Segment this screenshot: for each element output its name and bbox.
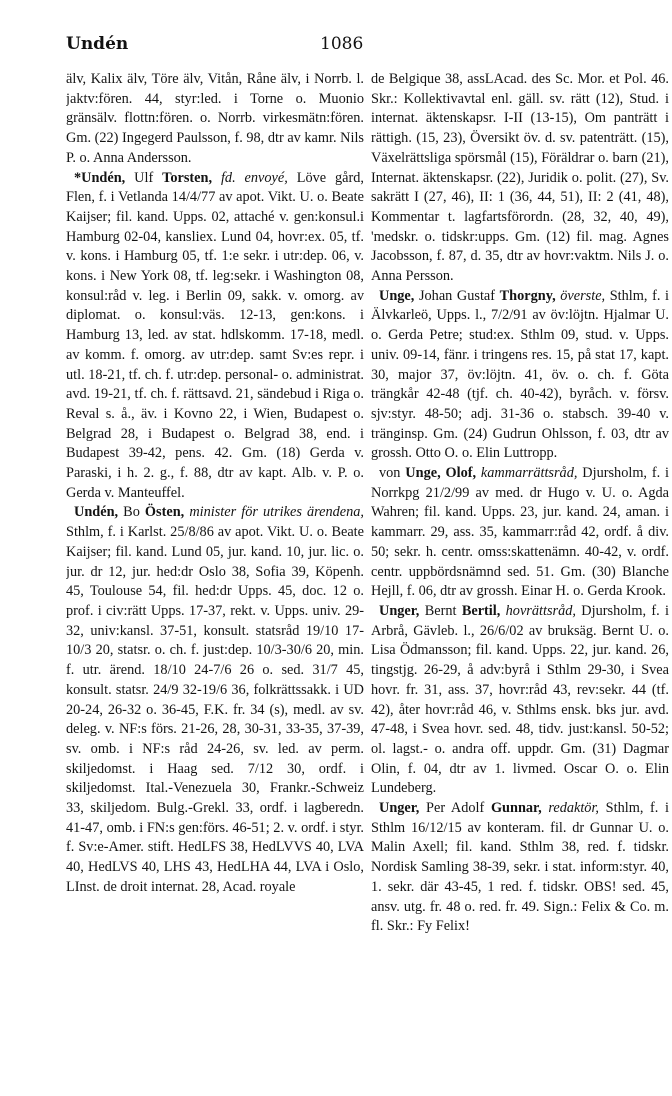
entry-given-names: Bo — [118, 504, 145, 521]
entry-given-names: Bernt — [419, 602, 462, 619]
entry-surname: Unger, — [379, 602, 420, 619]
entry-given-names: Johan Gustaf — [414, 287, 500, 304]
entry-call-name: Torsten, — [162, 169, 213, 186]
biography-entry — [66, 503, 364, 897]
entry-text: Djursholm, f. i Norrkpg 21/2/99 av med. dr Hugo v. U. o. Agda Wahren; fil. kand. Upps. 23, jur. kand. 24, aman. i kammarr. 29, ass. 35, kammarr:råd 42, ordf. å div. 50; sekr. h. centr. omss:skattenämn. 40-42, v. ordf. centr. uppbördsnämnd sed. 51. Gm. (30) Blanche Hejll, f. 06, dtr av grossh. Einar H. o. Gerda Krook. — [371, 465, 669, 600]
page-number: 1086 — [320, 34, 364, 54]
entry-call-name: Olof, — [445, 465, 477, 482]
running-header-name: Undén — [66, 34, 129, 54]
biography-entry — [371, 70, 669, 287]
entry-text: Sthlm, f. i Karlst. 25/8/86 av apot. Vikt. U. o. Beate Kaijser; fil. kand. Lund 05, jur. kand. 10, jur. lic. o. jur. dr 12, jur. hed:dr Oslo 38, Sofia 39, Köpenh. 45, Toulouse 54, fil. hed:dr Upps. 45, doc. 12 o. prof. i civ:rätt Upps. 17-37, rekt. v. Upps. univ. 29-32, univ:kansl. 37-51, konsult. statsråd 19/10 17-10/3 20, statsr. o. ch. f. just:dep. 10/3-30/6 20, min. f. utr. ärend. 18/10 24-7/6 26 o. sed. 31/7 45, konsult. statsr. 24/9 32-19/6 36, folkrättssakk. i UD 20-24, 26-32 o. 36-45, F.K. fr. 34 (s), medl. av sv. deleg. v. NF:s förs. 21-26, 28, 30-31, 33-35, 37-39, sv. omb. i NF:s råd 24-26, sv. led. av perm. skiljedomst. i Haag sed. 7/12 30, ordf. i skiljedomst. Ital.-Venezuela 30, Frankr.-Schweiz 33, skiljedom. Bulg.-Grekl. 33, ordf. i lagberedn. 41-47, omb. i FN:s gen:förs. 46-51; 2. v. ordf. i styr. f. Sv:e-Amer. stift. HedLFS 38, HedLVVS 40, LVA 40, HedLVS 40, LHS 43, HedLHA 44, LVA i Oslo, LInst. de droit internat. 28, Acad. royale — [66, 524, 364, 895]
biography-entry — [66, 169, 364, 504]
entry-text: Löve gård, Flen, f. i Vetlanda 14/4/77 av apot. Vikt. U. o. Beate Kaijser; fil. kand. Upps. 02, attaché v. gen:konsul.i Hamburg 02-04, kansliex. Lund 04, hovr:ex. 05, tf. v. kons. i Hamburg 05, tf. 1:e sekr. i utr:dep. 06, v. kons. i New York 08, tf. leg:sekr. i Washington 08, konsul:råd v. leg. i Berlin 09, sakk. v. omorg. av diplomat. o. konsul:väs. 12-13, gen:kons. i Hamburg 13, led. av stat. hdlskomm. 17-18, medl. av komm. f. omorg. av utr:dep. samt Sv:es repr. i utl. 18-21, tf. ch. f. utr:dep. personal- o. administrat. avd. 19-21, tf. ch. f. rättsavd. 21, sändebud i Riga o. Reval s. å., äv. i Kovno 22, i Wien, Budapest o. Belgrad 28, i Budapest o. Belgrad 38, end. i Budapest 39-42, pens. 42. Gm. (18) Gerda v. Paraski, i h. 2. g., f. 88, dtr av kapt. Alb. v. P. o. Gerda v. Manteuffel. — [66, 169, 364, 501]
biography-entry — [371, 799, 669, 937]
biography-entry — [371, 287, 669, 464]
entry-surname: Unge, — [405, 465, 441, 482]
entry-title: överste, — [560, 287, 606, 304]
biography-entry — [371, 602, 669, 799]
entry-title: minister för utrikes ärendena, — [189, 504, 364, 521]
biography-entry — [371, 464, 669, 602]
entry-surname: Unger, — [379, 800, 420, 817]
entry-surname: Undén, — [74, 504, 119, 521]
entry-text: Sthlm, f. i Sthlm 16/12/15 av konteram. fil. dr Gunnar U. o. Malin Axell; fil. kand. Sthlm 38, red. f. tidskr. Nordisk Samling 38-39, sekr. i stat. inform:styr. 40, 1. sekr. där 43-45, 1 red. f. tidskr. OBS! sed. 45, ansv. utg. fr. 48 o. red. fr. 49. Sign.: Felix & Co. m. fl. Skr.: Fy Felix! — [371, 800, 669, 935]
left-column — [66, 70, 364, 1080]
entry-call-name: Östen, — [144, 504, 185, 521]
entry-title: hovrättsråd, — [505, 602, 576, 619]
entry-title: kammarrättsråd, — [480, 465, 578, 482]
entry-given-names: Per Adolf — [419, 800, 491, 817]
entry-surname: Unge, — [379, 287, 415, 304]
entry-call-name: Gunnar, — [490, 800, 542, 817]
entry-text: Djursholm, f. i Arbrå, Gävleb. l., 26/6/02 av bruksäg. Bernt U. o. Lisa Ödmansson; fil. kand. Upps. 22, jur. kand. 26, tingstjg. 26-29, å adv:byrå i Sthlm 29-30, i Svea hovr. fr. 31, ass. 37, hovr:råd 43, rev:sekr. 44 (tf. 42), åter hovr:råd 46, v. Sthlms ensk. bks jur. avd. 47-48, i Svea hovr. sed. 48, tidv. just:kansl. 50-52; ol. lagst.- o. andra off. uppdr. Gm. (31) Dagmar Olin, f. 04, dtr av 1. livmed. Oscar O. o. Elin Lundeberg. — [371, 602, 669, 797]
entry-text: de Belgique 38, assLAcad. des Sc. Mor. et Pol. 46. Skr.: Kollektivavtal enl. gäll. sv. rätt (12), Stud. i internat. äktenskapsr. I-II (13-15), Om panträtt i rättigh. (15, 23), Översikt öv. d. sv. patenträtt. (15), Växelrättsliga spörsmål (15), Föräldrar o. barn (21), Internat. äktenskapsr. (22), Juridik o. polit. (27), Sv. sakrätt I (27, 46), II: 1 (36, 44, 51), II: 2 (41, 48), Kommentar t. lagfartsförordn. (28, 32, 40, 49), 'medskr. o. tidskr:upps. Gm. (12) fil. mag. Agnes Jacobsson, f. 87, d. 35, dtr av hovr:vaktm. Nils J. o. Anna Persson. — [371, 71, 669, 285]
entry-call-name: Bertil, — [461, 602, 501, 619]
entry-name-prefix: von — [379, 465, 406, 482]
entry-spacer — [212, 170, 221, 186]
entry-text: Sthlm, f. i Älvkarleö, Upps. l., 7/2/91 av öv:löjtn. Hjalmar U. o. Gerda Petre; stud:ex. Sthlm 09, stud. v. Upps. univ. 09-14, fänr. i tringens res. 15, på stat 17, kapt. 30, major 37, öv:löjtn. 41, öv. o. ch. f. Göta trängkår 42-48 (tjf. ch. 40-42), byråch. v. försv. sjv:styr. 48-50; adj. 31-36 o. stabsch. 39-40 v. tränginsp. Gm. (24) Gudrun Ohlsson, f. 03, dtr av grossh. Otto O. o. Elin Luttropp. — [371, 287, 669, 462]
entry-title: fd. envoyé, — [220, 169, 288, 186]
entry-text: älv, Kalix älv, Töre älv, Vitån, Råne älv, i Norrb. l. jaktv:fören. 44, styr:led. i Torne o. Muonio gränsälv. flottn:fören. o. Norrb. virkesmätn:fören. Gm. (22) Ingegerd Paulsson, f. 98, dtr av kamr. Nils P. o. Anna Andersson. — [66, 71, 364, 166]
entry-title: redaktör, — [548, 800, 600, 817]
entry-surname: *Undén, — [74, 169, 126, 186]
entry-given-names: Ulf — [125, 169, 163, 186]
right-column — [371, 70, 669, 1080]
biography-entry — [66, 70, 364, 169]
entry-call-name: Thorgny, — [499, 287, 556, 304]
